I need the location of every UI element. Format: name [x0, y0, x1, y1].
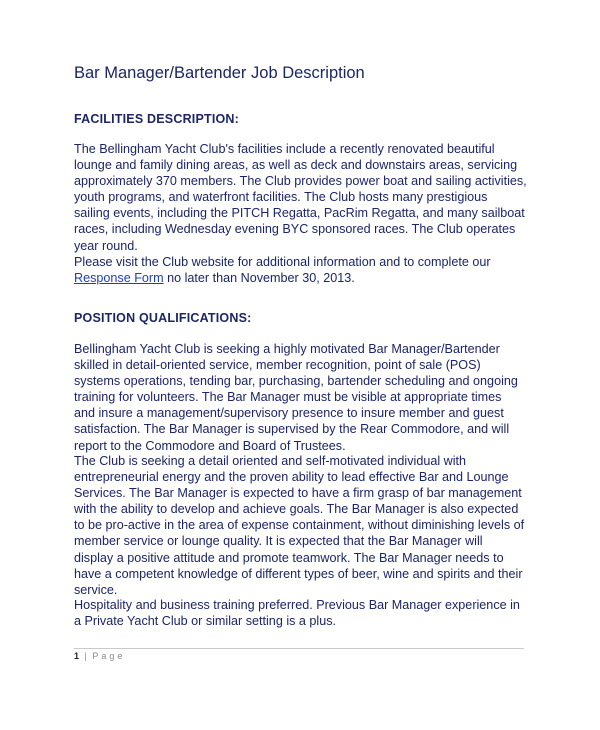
deadline-text: no later than November 30, 2013. — [163, 271, 355, 286]
text-line: lounge and family dining areas, as well as deck and downstairs areas, servicing — [74, 158, 518, 173]
facilities-heading: FACILITIES DESCRIPTION: — [74, 112, 240, 126]
footer-divider — [74, 648, 524, 649]
text-line — [74, 270, 534, 286]
response-form-paragraph — [74, 254, 534, 286]
document-title: Bar Manager/Bartender Job Description — [74, 64, 365, 82]
text-line: training for volunteers. The Bar Manager must be visible at appropriate times — [74, 390, 502, 405]
text-line: member service or lounge quality. It is expected that the Bar Manager will — [74, 534, 483, 549]
text-line: Services. The Bar Manager is expected to have a firm grasp of bar management — [74, 486, 522, 501]
qualifications-paragraph-3 — [74, 597, 534, 629]
footer-separator: | — [84, 651, 87, 661]
text-line: to be pro-active in the area of expense containment, without diminishing levels of — [74, 518, 525, 533]
page-number: 1 — [74, 651, 80, 661]
text-line: display a positive attitude and promote teamwork. The Bar Manager needs to — [74, 550, 504, 565]
text-line: service. — [74, 582, 118, 597]
text-line: sailing events, including the PITCH Regatta, PacRim Regatta, and many sailboat — [74, 206, 525, 221]
text-line: The Club is seeking a detail oriented and self-motivated individual with — [74, 454, 467, 468]
text-line: have a competent knowledge of different types of beer, wine and spirits and their — [74, 566, 523, 581]
text-line: a Private Yacht Club or similar setting is a plus. — [74, 614, 337, 629]
text-line: skilled in detail-oriented service, member recognition, point of sale (POS) — [74, 358, 481, 373]
text-line: approximately 370 members. The Club provides power boat and sailing activities, — [74, 174, 527, 189]
text-line: The Bellingham Yacht Club's facilities include a recently renovated beautiful — [74, 142, 495, 156]
response-form-link[interactable]: Response Form — [74, 271, 164, 286]
text-line: races, including Wednesday evening BYC sponsored races. The Club operates — [74, 222, 516, 237]
text-line: with the ability to develop and achieve goals. The Bar Manager is also expected — [74, 502, 519, 517]
text-line: Please visit the Club website for additional information and to complete our — [74, 255, 491, 269]
qualifications-heading: POSITION QUALIFICATIONS: — [74, 311, 252, 325]
text-line: report to the Commodore and Board of Trustees. — [74, 438, 346, 453]
qualifications-paragraph-1 — [74, 341, 534, 454]
facilities-paragraph — [74, 141, 534, 254]
text-line: Bellingham Yacht Club is seeking a highly motivated Bar Manager/Bartender — [74, 342, 500, 356]
text-line: year round. — [74, 238, 138, 253]
text-line: youth programs, and waterfront facilities. The Club hosts many prestigious — [74, 190, 488, 205]
qualifications-paragraph-2 — [74, 453, 534, 598]
page-label: Page — [92, 651, 126, 661]
text-line: entrepreneurial energy and the proven ability to lead effective Bar and Lounge — [74, 470, 509, 485]
text-line: systems operations, tending bar, purchasing, bartender scheduling and ongoing — [74, 374, 518, 389]
text-line: satisfaction. The Bar Manager is supervised by the Rear Commodore, and will — [74, 422, 510, 437]
text-line: Hospitality and business training preferred. Previous Bar Manager experience in — [74, 598, 520, 612]
page-footer — [74, 651, 125, 661]
text-line: and insure a management/supervisory presence to insure member and guest — [74, 406, 504, 421]
